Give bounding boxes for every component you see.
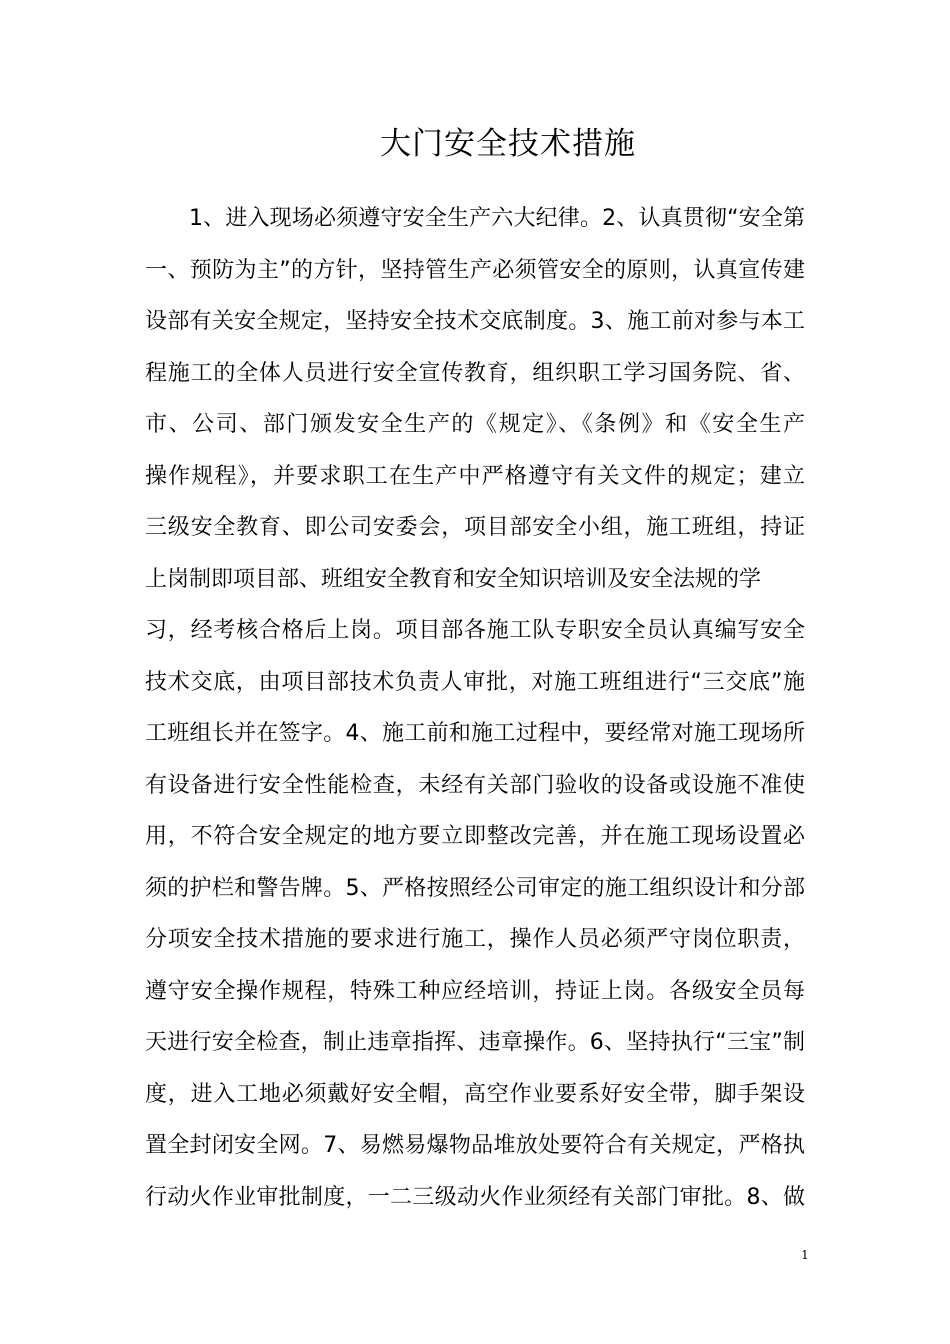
page-number: 1 [801, 1248, 809, 1262]
text-line: 行动火作业审批制度，一二三级动火作业须经有关部门审批。8、做 [145, 1184, 805, 1210]
text-line: 用，不符合安全规定的地方要立即整改完善，并在施工现场设置必 [145, 824, 805, 849]
text-line: 习，经考核合格后上岗。项目部各施工队专职安全员认真编写安全 [145, 618, 805, 643]
text-line: 一、预防为主”的方针，坚持管生产必须管安全的原则，认真宣传建 [145, 257, 805, 283]
page-title: 大门安全技术措施 [380, 126, 636, 162]
text-line: 置全封闭安全网。7、易燃易爆物品堆放处要符合有关规定，严格执 [145, 1133, 805, 1158]
text-line: 1、进入现场必须遵守安全生产六大纪律。2、认真贯彻“安全第 [189, 206, 805, 231]
text-line: 市、公司、部门颁发安全生产的《规定》、《条例》和《安全生产 [145, 412, 805, 437]
text-line: 遵守安全操作规程，特殊工种应经培训，持证上岗。各级安全员每 [145, 978, 805, 1004]
text-line: 有设备进行安全性能检查，未经有关部门验收的设备或设施不准使 [145, 772, 805, 798]
text-line: 须的护栏和警告牌。5、严格按照经公司审定的施工组织设计和分部 [145, 875, 805, 901]
text-line: 工班组长并在签字。4、施工前和施工过程中，要经常对施工现场所 [145, 721, 805, 746]
text-line: 设部有关安全规定，坚持安全技术交底制度。3、施工前对参与本工 [145, 309, 805, 334]
text-line: 天进行安全检查，制止违章指挥、违章操作。6、坚持执行“三宝”制 [145, 1030, 805, 1055]
text-line: 分项安全技术措施的要求进行施工，操作人员必须严守岗位职责， [145, 927, 805, 952]
text-line: 程施工的全体人员进行安全宣传教育，组织职工学习国务院、省、 [145, 360, 805, 386]
text-line: 技术交底，由项目部技术负责人审批，对施工班组进行“三交底”施 [145, 669, 805, 695]
text-line: 度，进入工地必须戴好安全帽，高空作业要系好安全带，脚手架设 [145, 1081, 805, 1107]
text-line: 操作规程》，并要求职工在生产中严格遵守有关文件的规定；建立 [145, 463, 805, 489]
text-line: 三级安全教育、即公司安委会，项目部安全小组，施工班组，持证 [145, 515, 805, 540]
body-text [145, 193, 805, 1223]
text-line: 上岗制即项目部、班组安全教育和安全知识培训及安全法规的学 [145, 566, 762, 592]
